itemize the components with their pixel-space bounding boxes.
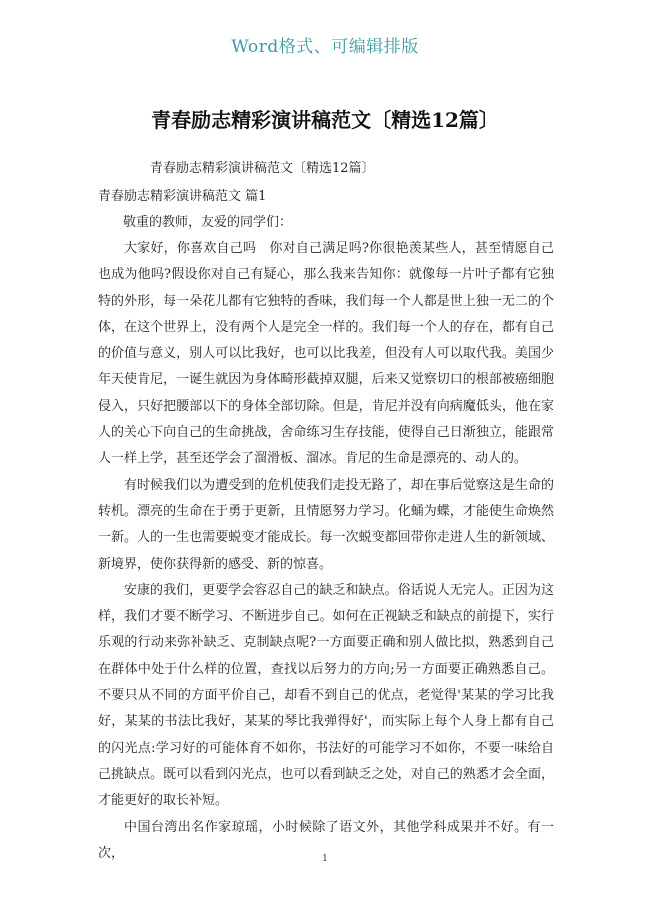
section-heading: 青春励志精彩演讲稿范文 篇1 xyxy=(98,189,267,204)
document-subtitle: 青春励志精彩演讲稿范文〔精选12篇〕 xyxy=(150,161,375,176)
body-text xyxy=(98,236,554,867)
paragraph: 有时候我们以为遭受到的危机使我们走投无路了，却在事后觉察这是生命的转机。漂亮的生命在于勇于更新，且情愿努力学习。化蛹为蝶，才能使生命焕然一新。人的一生也需要蜕变才能成长。每一次蜕变都回带你走进人生的新领域、新境界，使你获得新的感受、新的惊喜。 xyxy=(98,477,554,572)
page-number: 1 xyxy=(322,854,328,864)
greeting-line: 敬重的教师，友爱的同学们： xyxy=(123,215,293,230)
paragraph: 大家好，你喜欢自己吗 你对自己满足吗?你很艳羡某些人，甚至情愿自己也成为他吗?假设你对自己有疑心，那么我来告知你：就像每一片叶子都有它独特的外形，每一朵花儿都有它独特的香味，我们每一个人都是世上独一无二的个体，在这个世界上，没有两个人是完全一样的。我们每一个人的存在，都有自己的价值与意义，别人可以比我好，也可以比我差，但没有人可以取代我。美国少年天使肯尼，一诞生就因为身体畸形截掉双腿，后来又觉察切口的根部被癌细胞侵入，只好把腰部以下的身体全部切除。但是，肯尼并没有向病魔低头，他在家人的关心下向自己的生命挑战，舍命练习生存技能，使得自己日渐独立，能跟常人一样上学，甚至还学会了溜滑板、溜冰。肯尼的生命是漂亮的、动人的。 xyxy=(98,241,554,467)
paragraph: 安康的我们，更要学会容忍自己的缺乏和缺点。俗话说人无完人。正因为这样，我们才要不断学习、不断进步自己。如何在正视缺乏和缺点的前提下，实行乐观的行动来弥补缺乏、克制缺点呢?一方面要正确和别人做比拟，熟悉到自己在群体中处于什么样的位置，查找以后努力的方向;另一方面要正确熟悉自己。不要只从不同的方面平价自己，却看不到自己的优点，老觉得'某某的学习比我好，某某的书法比我好，某某的琴比我弹得好'，而实际上每个人身上都有自己的闪光点:学习好的可能体育不如你，书法好的可能学习不如你，不要一味给自己挑缺点。既可以看到闪光点，也可以看到缺乏之处，对自己的熟悉才会全面，才能更好的取长补短。 xyxy=(98,582,554,809)
header-banner: Word格式、可编辑排版 xyxy=(231,37,419,57)
paragraph: 中国台湾出名作家琼瑶，小时候除了语文外，其他学科成果并不好。有一次， xyxy=(98,819,554,861)
document-title: 青春励志精彩演讲稿范文〔精选12篇〕 xyxy=(151,108,499,132)
